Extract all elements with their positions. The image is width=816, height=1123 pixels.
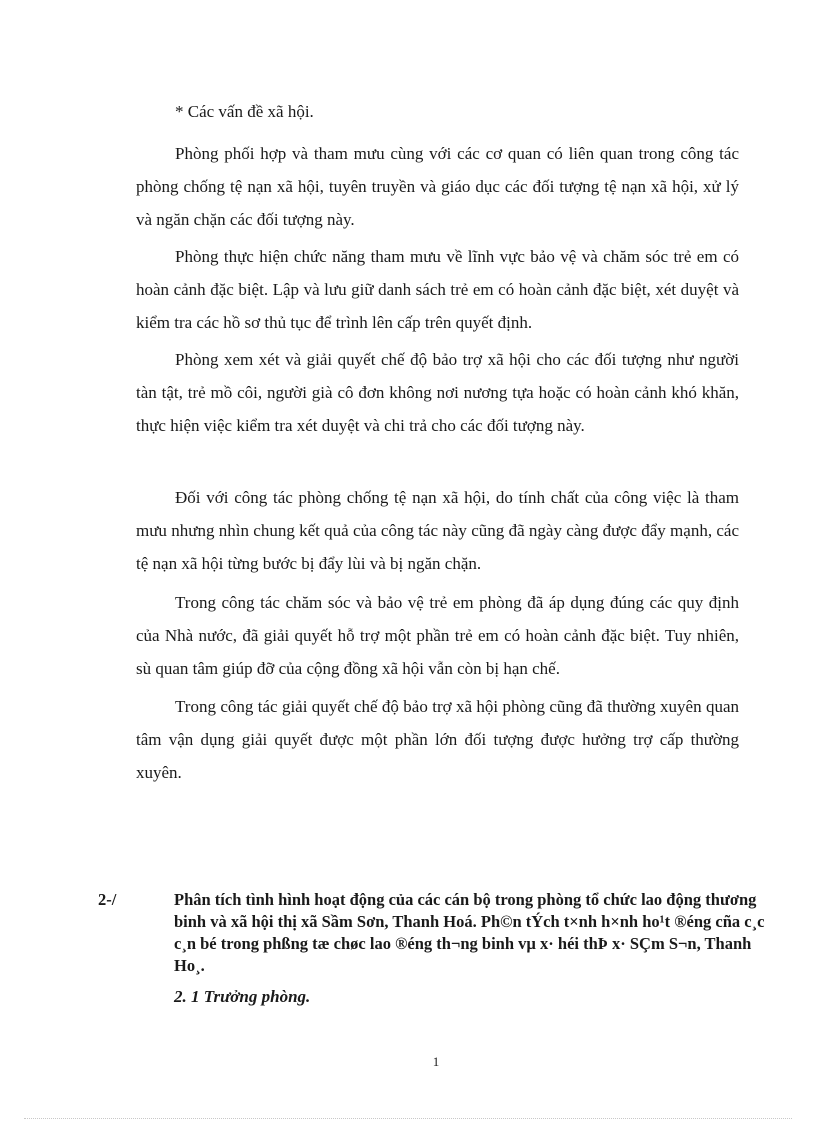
section-heading	[98, 889, 780, 977]
paragraph-4: Đối với công tác phòng chống tệ nạn xã hội, do tính chất của công việc là tham mưu nhưng nhìn chung kết quả của công tác này cũng đã ngày càng được đẩy mạnh, các tệ nạn xã hội từng bước bị đẩy lùi và bị ngăn chặn.	[136, 488, 739, 573]
section-number: 2-/	[98, 890, 117, 909]
paragraph-3: Phòng xem xét và giải quyết chế độ bảo trợ xã hội cho các đối tượng như người tàn tật, trẻ mồ côi, người già cô đơn không nơi nương tựa hoặc có hoàn cảnh khó khăn, thực hiện việc kiểm tra xét duyệt và chi trả cho các đối tượng này.	[136, 350, 739, 435]
subsection-heading-social-issues: * Các vấn đề xã hội.	[175, 102, 314, 121]
page-number: 1	[432, 1054, 440, 1069]
paragraph-1: Phòng phối hợp và tham mưu cùng với các cơ quan có liên quan trong công tác phòng chống tệ nạn xã hội, tuyên truyền và giáo dục các đối tượng tệ nạn xã hội, xử lý và ngăn chặn các đối tượng này.	[136, 144, 739, 229]
sub-heading-truong-phong: 2. 1 Trưởng phòng.	[174, 987, 311, 1006]
paragraph-2: Phòng thực hiện chức năng tham mưu về lĩnh vực bảo vệ và chăm sóc trẻ em có hoàn cảnh đặc biệt. Lập và lưu giữ danh sách trẻ em có hoàn cảnh đặc biệt, xét duyệt và kiểm tra các hồ sơ thủ tục để trình lên cấp trên quyết định.	[136, 247, 739, 332]
section-heading-text: Phân tích tình hình hoạt động của các cán bộ trong phòng tổ chức lao động thương binh và xã hội thị xã Sầm Sơn, Thanh Hoá. Ph©n tÝch t×nh h×nh ho¹t ®éng cña c¸c c¸n bé trong phßng tæ chøc lao ®éng th¬ng binh vµ x· héi thÞ x· SÇm S¬n, Thanh Ho¸.	[174, 890, 765, 975]
paragraph-5: Trong công tác chăm sóc và bảo vệ trẻ em phòng đã áp dụng đúng các quy định của Nhà nước, đã giải quyết hỗ trợ một phần trẻ em có hoàn cảnh đặc biệt. Tuy nhiên, sù quan tâm giúp đỡ của cộng đồng xã hội vẫn còn bị hạn chế.	[136, 593, 739, 678]
page-bottom-divider	[24, 1118, 792, 1119]
paragraph-6: Trong công tác giải quyết chế độ bảo trợ xã hội phòng cũng đã thường xuyên quan tâm vận dụng giải quyết được một phần lớn đối tượng được hưởng trợ cấp thường xuyên.	[136, 697, 739, 782]
